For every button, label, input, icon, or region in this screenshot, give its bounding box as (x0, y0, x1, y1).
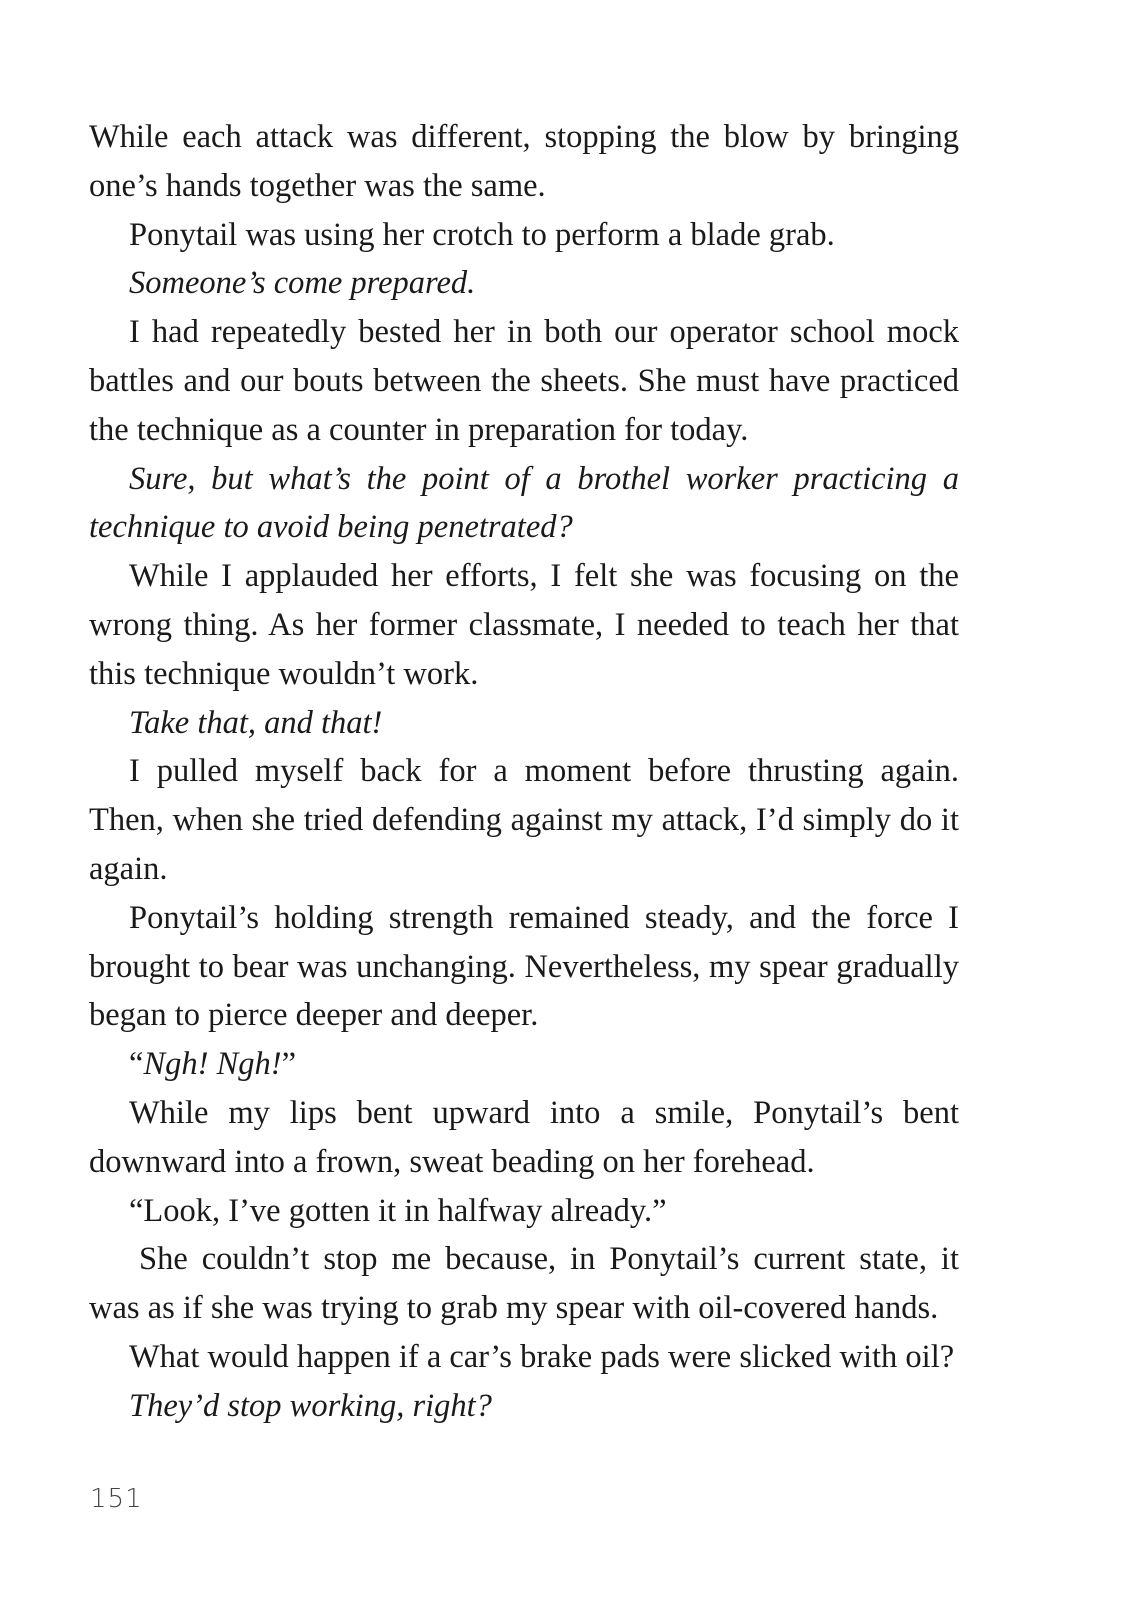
dialogue-line: “Look, I’ve gotten it in halfway already.” (129, 1192, 667, 1229)
quote-close: ” (281, 1046, 296, 1083)
paragraph: What would happen if a car’s brake pads were slicked with oil? (129, 1338, 955, 1375)
paragraph: While my lips bent upward into a smile, Ponytail’s bent downward into a frown, sweat beading on her forehead. (89, 1094, 959, 1180)
paragraph: She couldn’t stop me because, in Ponytail’s current state, it was as if she was trying to grab my spear with oil-covered hands. (89, 1241, 959, 1327)
paragraph: Ponytail was using her crotch to perform a blade grab. (129, 216, 835, 253)
page-number: 151 (90, 1484, 143, 1514)
paragraph-italic: Someone’s come prepared. (129, 265, 476, 302)
paragraph-italic: Sure, but what’s the point of a brothel worker practicing a technique to avoid being penetrated? (89, 460, 959, 546)
paragraph: I had repeatedly bested her in both our operator school mock battles and our bouts between the sheets. She must have practiced the technique as a counter in preparation for today. (89, 314, 959, 448)
paragraph: Ponytail’s holding strength remained steady, and the force I brought to bear was unchanging. Nevertheless, my spear gradually began to pierce deeper and deeper. (89, 899, 959, 1034)
dialogue-italic: Ngh! Ngh! (143, 1046, 282, 1083)
paragraph: I pulled myself back for a moment before thrusting again. Then, when she tried defending against my attack, I’d simply do it again. (89, 753, 959, 887)
dialogue-line (89, 1040, 959, 1089)
paragraph-italic: Take that, and that! (129, 704, 383, 741)
paragraph-italic: They’d stop working, right? (129, 1387, 492, 1424)
quote-open: “ (129, 1046, 144, 1083)
body-text (89, 113, 959, 1431)
paragraph: While each attack was different, stopping the blow by bringing one’s hands together was the same. (89, 119, 959, 204)
paragraph: While I applauded her efforts, I felt she was focusing on the wrong thing. As her former classmate, I needed to teach her that this technique wouldn’t work. (89, 558, 959, 692)
